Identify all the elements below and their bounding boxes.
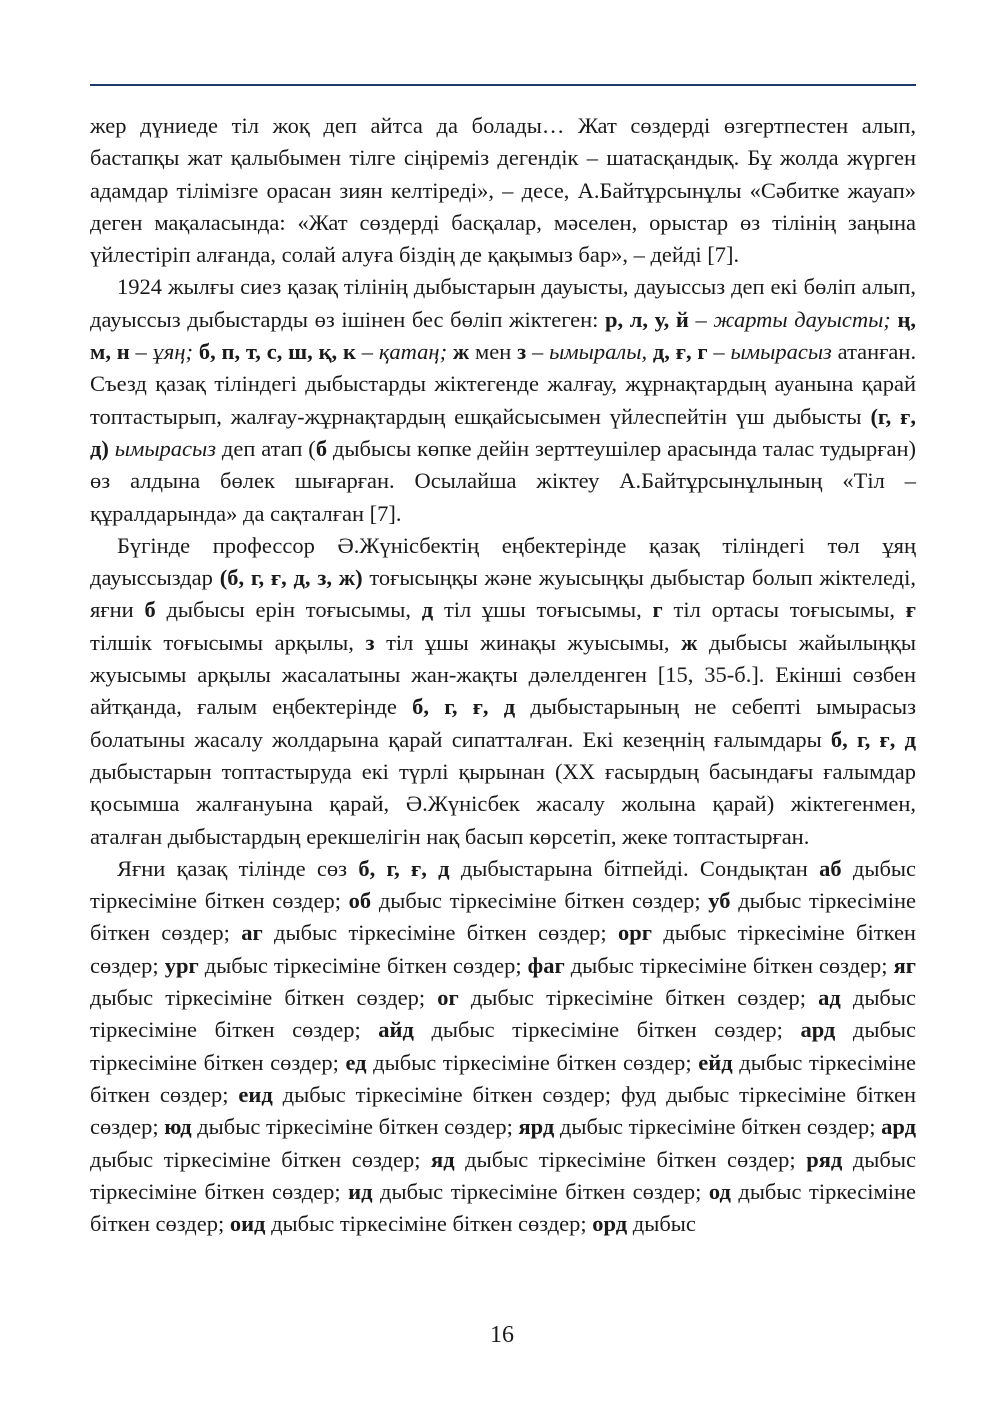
bold-term: ог [437,985,459,1011]
bold-term: ид [348,1178,373,1204]
bold-term: (г, ғ, д) [90,403,916,461]
bold-term: д [421,597,434,623]
bold-term: ард [881,1114,916,1140]
bold-term: яд [431,1146,455,1172]
bold-term: б, г, ғ, д [830,726,917,752]
bold-term: ард [800,1017,836,1043]
page-number: 16 [490,1322,514,1348]
italic-term: ымырасыз [114,435,217,461]
italic-term: ұяң; [152,339,193,365]
paragraph: Яғни қазақ тілінде сөз б, г, ғ, д дыбыстарына бітпейді. Сондықтан аб дыбыс тіркесіміне біткен сөздер; об дыбыс тіркесіміне біткен сөздер; уб дыбыс тіркесіміне біткен сөздер; аг дыбыс тіркесіміне біткен сөздер; орг дыбыс тіркесіміне біткен сөздер; ург дыбыс тіркесіміне біткен сөздер; фаг дыбыс тіркесіміне біткен сөздер; яг дыбыс тіркесіміне біткен сөздер; ог дыбыс тіркесіміне біткен сөздер; ад дыбыс тіркесіміне біткен сөздер; айд дыбыс тіркесіміне біткен сөздер; ард дыбыс тіркесіміне біткен сөздер; ед дыбыс тіркесіміне біткен сөздер; ейд дыбыс тіркесіміне біткен сөздер; еид дыбыс тіркесіміне біткен сөздер; фуд дыбыс тіркесіміне біткен сөздер; юд дыбыс тіркесіміне біткен сөздер; ярд дыбыс тіркесіміне біткен сөздер; ард дыбыс тіркесіміне біткен сөздер; яд дыбыс тіркесіміне біткен сөздер; ряд дыбыс тіркесіміне біткен сөздер; ид дыбыс тіркесіміне біткен сөздер; од дыбыс тіркесіміне біткен сөздер; оид дыбыс тіркесіміне біткен сөздер; орд дыбыс [90,855,917,1237]
header-rule [90,84,916,86]
italic-term: ымыралы, [549,339,648,365]
bold-term: д, ғ, г [652,339,708,365]
bold-term: р, л, у, й [605,306,689,332]
italic-term: жарты дауысты; [713,306,891,332]
bold-term: ад [818,985,841,1011]
bold-term: б, г, ғ, д [358,855,450,881]
bold-term: уб [708,888,731,914]
bold-term: б [144,597,156,623]
bold-term: об [348,888,372,914]
bold-term: з [365,629,375,655]
bold-term: ғ [905,597,916,623]
bold-term: ург [164,952,199,978]
bold-term: ряд [806,1146,843,1172]
italic-term: қатаң; [378,339,448,365]
bold-term: ед [345,1049,367,1075]
body-text [90,110,916,1240]
bold-term: орг [617,920,652,946]
bold-term: ейд [698,1049,733,1075]
bold-term: б, г, ғ, д [412,694,516,720]
bold-term: фаг [527,952,565,978]
italic-term: ымырасыз [730,339,832,365]
bold-term: б [315,435,328,461]
bold-term: б, п, т, с, ш, қ, к [198,339,356,365]
bold-term: г [652,597,663,623]
bold-term: (б, г, ғ, д, з, ж) [219,565,363,591]
bold-term: орд [592,1211,628,1237]
bold-term: од [708,1178,731,1204]
bold-term: оид [229,1211,266,1237]
paragraph: жер дүниеде тіл жоқ деп айтса да болады… Жат сөздерді өзгертпестен алып, бастапқы жат қалыбымен тілге сіңіреміз дегендік – шатасқандық. Бұ жолда жүрген адамдар тілімізге орасан зиян келтіреді», – десе, А.Байтұрсынұлы «Сәбитке жауап» деген мақаласында: «Жат сөздерді басқалар, мәселен, орыстар өз тілінің заңына үйлестіріп алғанда, солай алуға біздің де қақымыз бар», – дейді [7]. [90,113,916,268]
bold-term: з [517,339,527,365]
bold-term: юд [164,1114,192,1140]
bold-term: ярд [518,1114,555,1140]
bold-term: еид [238,1081,273,1107]
paragraph: Бүгінде профессор Ә.Жүнісбектің еңбектерінде қазақ тіліндегі төл ұяң дауыссыздар (б, г, ғ, д, з, ж) тоғысыңқы және жуысыңқы дыбыстар болып жіктеледі, яғни б дыбысы ерін тоғысымы, д тіл ұшы тоғысымы, г тіл ортасы тоғысымы, ғ тілшік тоғысымы арқылы, з тіл ұшы жинақы жуысымы, ж дыбысы жайылыңқы жуысымы арқылы жасалатыны жан-жақты дәлелденген [15, 35-б.]. Екінші сөзбен айтқанда, ғалым еңбектерінде б, г, ғ, д дыбыстарының не себепті ымырасыз болатыны жасалу жолдарына қарай сипатталған. Екі кезеңнің ғалымдары б, г, ғ, д дыбыстарын топтастыруда екі түрлі қырынан (ХХ ғасырдың басындағы ғалымдар қосымша жалғануына қарай, Ә.Жүнісбек жасалу жолына қарай) жіктегенмен, аталған дыбыстардың ерекшелігін нақ басып көрсетіп, жеке топтастырған. [90,532,917,849]
bold-term: ж [681,629,698,655]
paragraph: 1924 жылғы сиез қазақ тілінің дыбыстарын дауысты, дауыссыз деп екі бөліп алып, дауыссыз дыбыстарды өз ішінен бес бөліп жіктеген: р, л, у, й – жарты дауысты; ң, м, н – ұяң; б, п, т, с, ш, қ, к – қатаң; ж мен з – ымыралы, д, ғ, г – ымырасыз атанған. Съезд қазақ тіліндегі дыбыстарды жіктегенде жалғау, жұрнақтардың ауанына қарай топтастырып, жалғау-жұрнақтардың ешқайсысымен үйлеспейтін үш дыбысты (г, ғ, д) ымырасыз деп атап (б дыбысы көпке дейін зерттеушілер арасында талас тудырған) өз алдына бөлек шығарған. Осылайша жіктеу А.Байтұрсынұлының «Тіл – құралдарында» да сақталған [7]. [90,274,917,526]
bold-term: ң, м, н [90,306,917,365]
bold-term: аб [819,855,842,881]
bold-term: ж [452,339,470,365]
bold-term: айд [378,1017,414,1043]
bold-term: аг [241,920,263,946]
bold-term: яг [893,952,916,978]
